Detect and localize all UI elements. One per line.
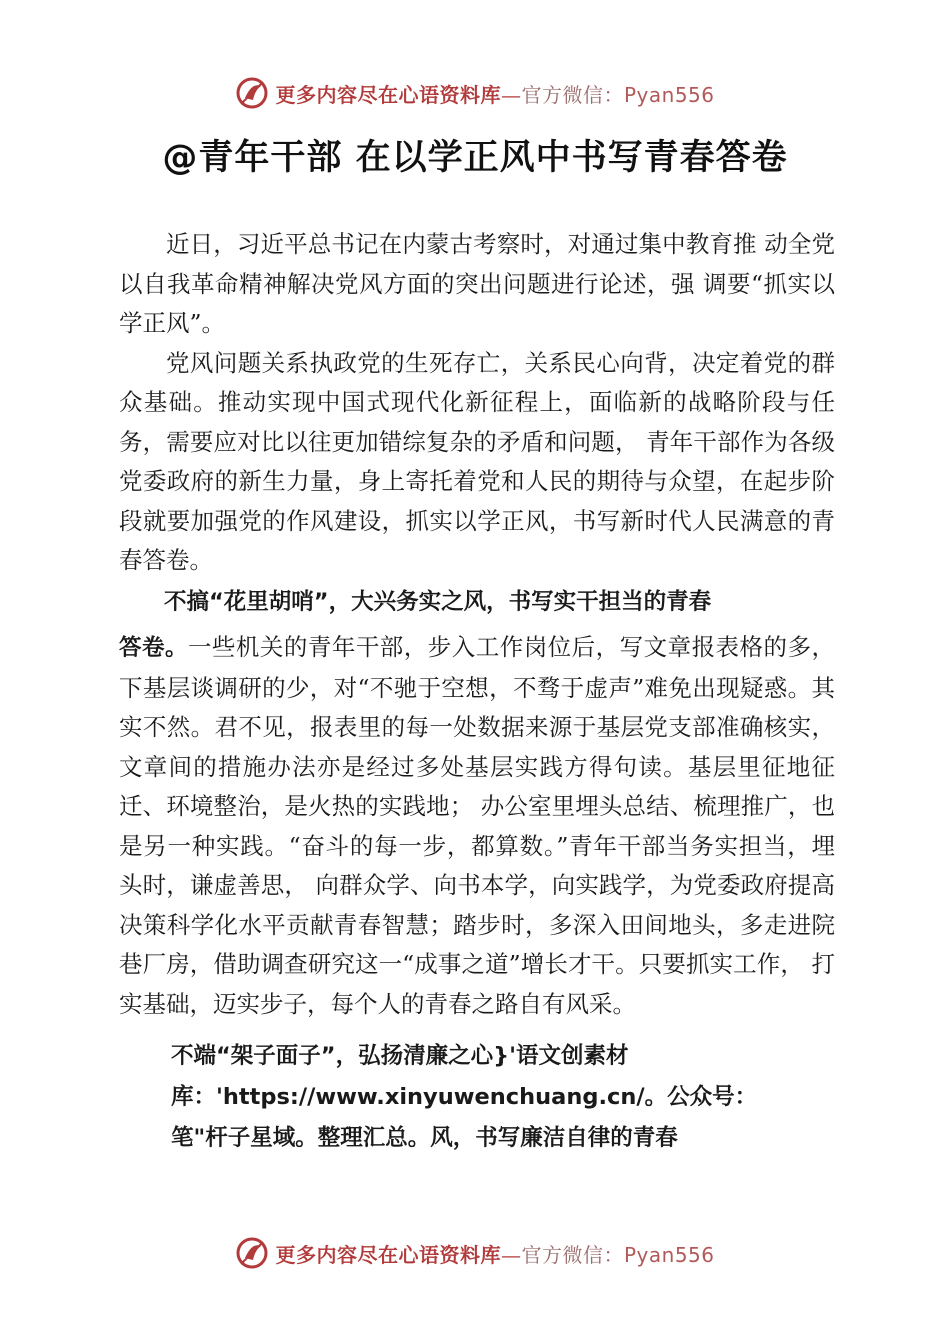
heading-integrity-line1: 不端“架子面子”，弘扬清廉之心}'语文创素材 bbox=[171, 1043, 629, 1069]
watermark-account: Pyan556 bbox=[623, 82, 715, 107]
section-heading-integrity bbox=[119, 1036, 835, 1159]
watermark-dash: — bbox=[500, 82, 522, 107]
section-heading-practical: 不搞“花里胡哨”，大兴务实之风，书写实干担当的青春 bbox=[164, 588, 712, 615]
brand-logo-icon bbox=[235, 1236, 269, 1270]
footer-watermark bbox=[0, 1233, 950, 1273]
watermark-account: Pyan556 bbox=[623, 1242, 715, 1267]
watermark-label: 官方微信： bbox=[521, 1242, 624, 1267]
section-heading-practical-end: 答卷。 bbox=[119, 635, 188, 661]
watermark-text bbox=[275, 1239, 714, 1268]
watermark-label: 官方微信： bbox=[521, 82, 624, 107]
document-title: @青年干部 在以学正风中书写青春答卷 bbox=[162, 138, 788, 178]
document-body bbox=[119, 225, 835, 1159]
paragraph-practical-body bbox=[119, 628, 835, 1024]
brand-logo-icon bbox=[235, 76, 269, 110]
watermark-dash: — bbox=[500, 1242, 522, 1267]
paragraph-intro: 近日，习近平总书记在内蒙古考察时，对通过集中教育推 动全党以自我革命精神解决党风方面的突出问题进行论述，强 调要“抓实以学正风”。 bbox=[119, 230, 835, 337]
paragraph-context: 党风问题关系执政党的生死存亡，关系民心向背，决定着党的群众基础。推动实现中国式现代化新征程上，面临新的战略阶段与任务，需要应对比以往更加错综复杂的矛盾和问题， 青年干部作为各级党委政府的新生力量，身上寄托着党和人民的期待与众望，在起步阶段就要加强党的作风建设，抓实以学正风，书写新时代人民满意的青春答卷。 bbox=[119, 348, 835, 574]
paragraph-practical bbox=[119, 583, 835, 1025]
watermark-text bbox=[275, 79, 714, 108]
paragraph-practical-text: 一些机关的青年干部，步入工作岗位后，写文章报表格的多，下基层谈调研的少，对“不驰于空想，不骛于虚声”难免出现疑惑。其实不然。君不见，报表里的每一处数据来源于基层党支部准确核实，文章间的措施办法亦是经过多处基层实践方得句读。基层里征地征迁、环境整治，是火热的实践地； 办公室里埋头总结、梳理推广，也是另一种实践。“奋斗的每一步，都算数。”青年干部当务实担当，埋头时，谦虚善思， 向群众学、向书本学，向实践学，为党委政府提高决策科学化水平贡献青春智慧；踏步时，多深入田间地头，多走进院巷厂房，借助调查研究这一“成事之道”增长才干。只要抓实工作， 打实基础，迈实步子，每个人的青春之路自有风采。 bbox=[119, 633, 835, 1018]
header-watermark bbox=[0, 73, 950, 113]
watermark-brand: 更多内容尽在心语资料库 bbox=[275, 82, 501, 107]
heading-integrity-line2: 库：'https://www.xinyuwenchuang.cn/。公众号： bbox=[171, 1084, 758, 1110]
watermark-brand: 更多内容尽在心语资料库 bbox=[275, 1242, 501, 1267]
heading-integrity-line3: 笔"杆子星域。整理汇总。风，书写廉洁自律的青春 bbox=[171, 1125, 678, 1151]
